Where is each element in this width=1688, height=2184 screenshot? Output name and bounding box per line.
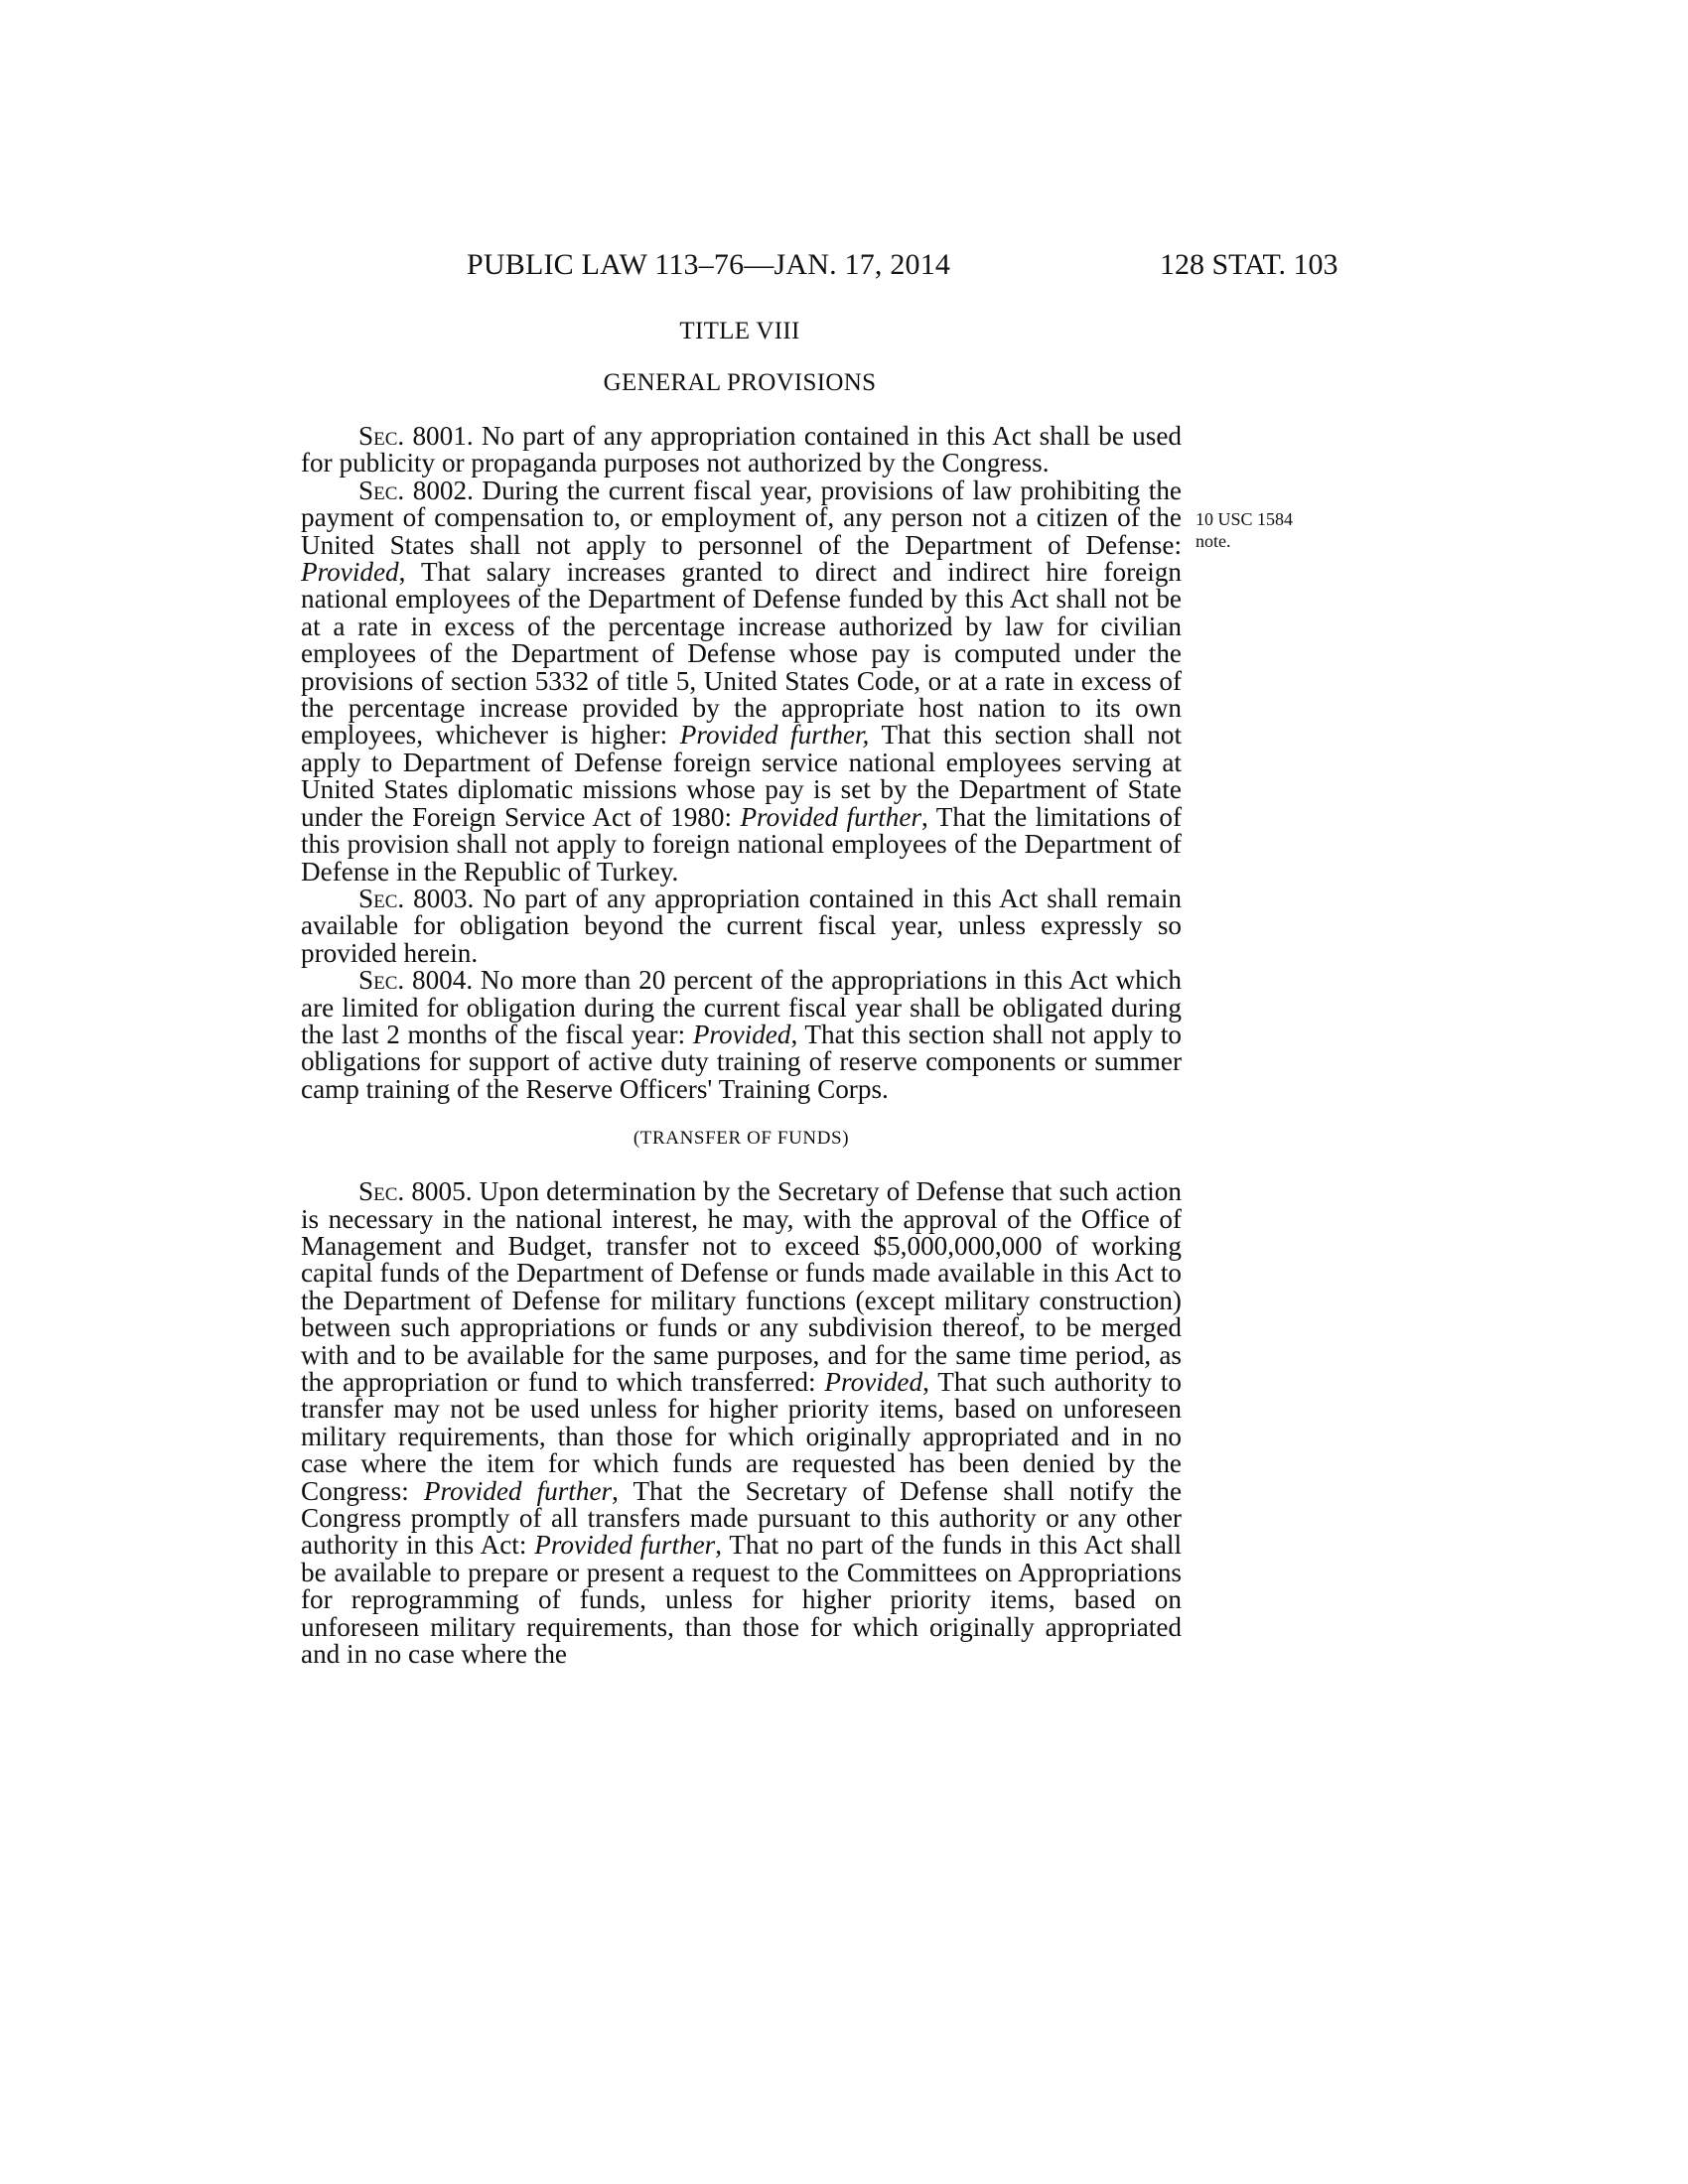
- margin-note: [1196, 508, 1325, 552]
- title-number: TITLE VIII: [679, 318, 800, 344]
- section-8005: [301, 1178, 1182, 1668]
- section-8003: [301, 883, 1182, 968]
- proviso-italic: Provided further: [423, 1475, 613, 1506]
- section-8002: [301, 475, 1183, 887]
- section-8001: [301, 423, 1182, 478]
- proviso-italic: Provided further: [740, 801, 922, 832]
- section-8004-text-2: , That this section shall not apply to obligations for support of active duty training of reserve components or summer camp training of the Reserve Officers' Training Corps.: [301, 1019, 1182, 1104]
- header-stat-page: 128 STAT. 103: [1160, 248, 1338, 281]
- sec-label: Sec.: [358, 421, 405, 451]
- document-body: [301, 423, 1182, 1668]
- margin-note-citation: 10 USC 1584: [1196, 509, 1294, 529]
- header-law-citation: PUBLIC LAW 113–76—JAN. 17, 2014: [467, 248, 951, 281]
- sec-label: Sec.: [358, 883, 405, 913]
- proviso-italic: Provided: [692, 1019, 791, 1049]
- section-8004-text-1: 8004. No more than 20 percent of the appropriations in this Act which are limited for obligation during the current fiscal year shall be obligated during the last 2 months of the fiscal year:: [301, 965, 1182, 1049]
- section-8004: [301, 967, 1182, 1103]
- section-8005-text-4: , That no part of the funds in this Act shall be available to prepare or present a request to the Committees on Appropriations for reprogramming of funds, unless for higher priority items, based on unforeseen military requirements, than those for which originally appropriated and in no case where the: [301, 1530, 1182, 1670]
- section-8005-text-1: 8005. Upon determination by the Secretary of Defense that such action is necessary in the national interest, he may, with the approval of the Office of Management and Budget, transfer not to exceed $5,000,000,000 of working capital funds of the Department of Defense or funds made available in this Act to the Department of Defense for military functions (except military construction) between such appropriations or funds or any subdivision thereof, to be merged with and to be available for the same purposes, and for the same time period, as the appropriation or fund to which transferred:: [301, 1176, 1182, 1397]
- proviso-italic: Provided: [824, 1367, 923, 1397]
- section-8005-text-2: , That such authority to transfer may not be used unless for higher priority items, based on unforeseen military requirements, than those for which originally appropriated and in no case where the item for which funds are requested has been denied by the Congress:: [301, 1367, 1182, 1506]
- section-8002-text-2: , That salary increases granted to direct and indirect hire foreign national employees of the Department of Defense funded by this Act shall not be at a rate in excess of the percentage increase authorized by law for civilian employees of the Department of Defense whose pay is computed under the provisions of section 5332 of title 5, United States Code, or at a rate in excess of the percentage increase provided by the appropriate host nation to its own employees, whichever is higher:: [301, 557, 1182, 751]
- proviso-italic: Provided further,: [679, 720, 870, 751]
- transfer-of-funds-heading: (TRANSFER OF FUNDS): [633, 1128, 850, 1150]
- section-8001-text: 8001. No part of any appropriation contained in this Act shall be used for publicity or propaganda purposes not authorized by the Congress.: [301, 421, 1182, 478]
- sec-label: Sec.: [358, 475, 405, 505]
- section-8002-text-3: That this section shall not apply to Department of Defense foreign service national employees serving at United States diplomatic missions whose pay is set by the Department of State under the Foreign Service Act of 1980:: [301, 720, 1182, 832]
- proviso-italic: Provided: [301, 557, 399, 588]
- section-8003-text: 8003. No part of any appropriation contained in this Act shall remain available for obligation beyond the current fiscal year, unless expressly so provided herein.: [301, 883, 1182, 968]
- title-name: GENERAL PROVISIONS: [603, 369, 877, 396]
- proviso-italic: Provided further: [534, 1530, 716, 1561]
- section-8002-text-4: , That the limitations of this provision shall not apply to foreign national employees of the Department of Defense in the Republic of Turkey.: [301, 801, 1183, 887]
- sec-label: Sec.: [358, 965, 405, 996]
- sec-label: Sec.: [358, 1176, 405, 1207]
- section-8002-text-1: 8002. During the current fiscal year, provisions of law prohibiting the payment of compensation to, or employment of, any person not a citizen of the United States shall not apply to personnel of the Department of Defense:: [301, 475, 1182, 560]
- section-8005-text-3: , That the Secretary of Defense shall notify the Congress promptly of all transfers made pursuant to this authority or any other authority in this Act:: [301, 1475, 1183, 1561]
- margin-note-label: note.: [1196, 531, 1231, 551]
